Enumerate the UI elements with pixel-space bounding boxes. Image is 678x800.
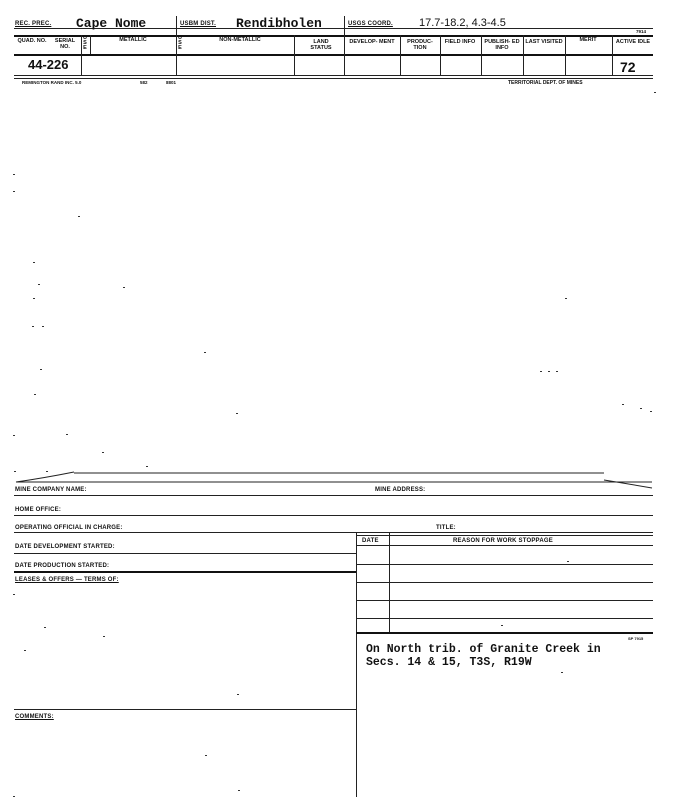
usbm-dist-value: Rendibholen — [236, 16, 322, 31]
quad-serial-value: 44-226 — [28, 57, 69, 72]
rule — [14, 532, 653, 533]
date-development-started-label: DATE DEVELOPMENT STARTED: — [15, 544, 115, 550]
rule — [356, 582, 653, 583]
agency-name: TERRITORIAL DEPT. OF MINES — [508, 80, 583, 86]
col-merit: MERIT — [579, 37, 597, 43]
usbm-dist-label: USBM DIST. — [180, 21, 217, 27]
back-form-number: SP 7915 — [628, 636, 644, 641]
table-left-border — [356, 532, 357, 797]
operating-official-label: OPERATING OFFICIAL IN CHARGE: — [15, 525, 123, 531]
rule — [14, 709, 356, 710]
rule — [356, 632, 653, 634]
data-row-bottom-rule — [14, 75, 653, 76]
col-last-visited: LAST VISITED — [525, 39, 563, 45]
col-land-status: LAND STATUS — [310, 39, 332, 51]
reason-column-header: REASON FOR WORK STOPPAGE — [453, 538, 553, 544]
rule — [356, 564, 653, 565]
col-metallic: METALLIC — [119, 37, 147, 43]
rule — [356, 535, 653, 536]
leases-offers-label: LEASES & OFFERS — TERMS OF: — [15, 577, 119, 583]
col-divider — [90, 35, 91, 54]
usgs-coord-value: 17.7-18.2, 4.3-4.5 — [419, 17, 506, 29]
printer-code-b: 8801 — [166, 80, 177, 85]
rule — [14, 571, 356, 573]
col-quad-no: QUAD. NO. — [17, 38, 47, 44]
location-note-line2: Secs. 14 & 15, T3S, R19W — [366, 656, 532, 669]
rule — [356, 545, 653, 546]
column-header-bottom-rule — [14, 54, 653, 56]
col-non-metallic: NON-METALLIC — [219, 37, 261, 43]
rec-prec-value: Cape Nome — [76, 16, 147, 31]
mine-company-name-label: MINE COMPANY NAME: — [15, 487, 87, 493]
location-note-line1: On North trib. of Granite Creek in — [366, 643, 601, 656]
mine-address-label: MINE ADDRESS: — [375, 487, 426, 493]
col-serial-no: SERIAL NO. — [54, 38, 76, 50]
header-divider — [344, 16, 345, 35]
comments-label: COMMENTS: — [15, 714, 54, 720]
usgs-coord-label: USGS COORD. — [348, 21, 393, 27]
home-office-label: HOME OFFICE: — [15, 507, 62, 513]
rule — [356, 600, 653, 601]
form-number: 7914 — [636, 29, 647, 34]
rule — [14, 495, 653, 496]
rule — [356, 618, 653, 619]
date-production-started-label: DATE PRODUCTION STARTED: — [15, 563, 110, 569]
col-development: DEVELOP- MENT — [349, 39, 395, 45]
rule — [14, 515, 653, 516]
col-production: PRODUC- TION — [407, 39, 433, 51]
header-divider — [176, 16, 177, 35]
card-top-edge — [14, 470, 654, 492]
col-use-code-2: U S E — [178, 35, 182, 51]
col-published-info: PUBLISH- ED INFO — [484, 39, 520, 51]
title-label: TITLE: — [436, 525, 456, 531]
rule — [14, 553, 356, 554]
col-field-info: FIELD INFO — [444, 39, 476, 45]
printer-credit: REMINGTON RAND INC. 5.0 — [22, 80, 82, 85]
card-footer-rule — [14, 78, 653, 79]
col-active-idle: ACTIVE IDLE — [615, 39, 651, 45]
col-divider — [344, 35, 345, 75]
active-idle-value: 72 — [620, 59, 636, 75]
rec-prec-label: REC. PREC. — [15, 21, 52, 27]
date-column-header: DATE — [362, 538, 379, 544]
col-use-code-1: U S E — [83, 35, 87, 51]
printer-code-a: 582 — [140, 80, 148, 85]
col-divider — [294, 35, 295, 75]
